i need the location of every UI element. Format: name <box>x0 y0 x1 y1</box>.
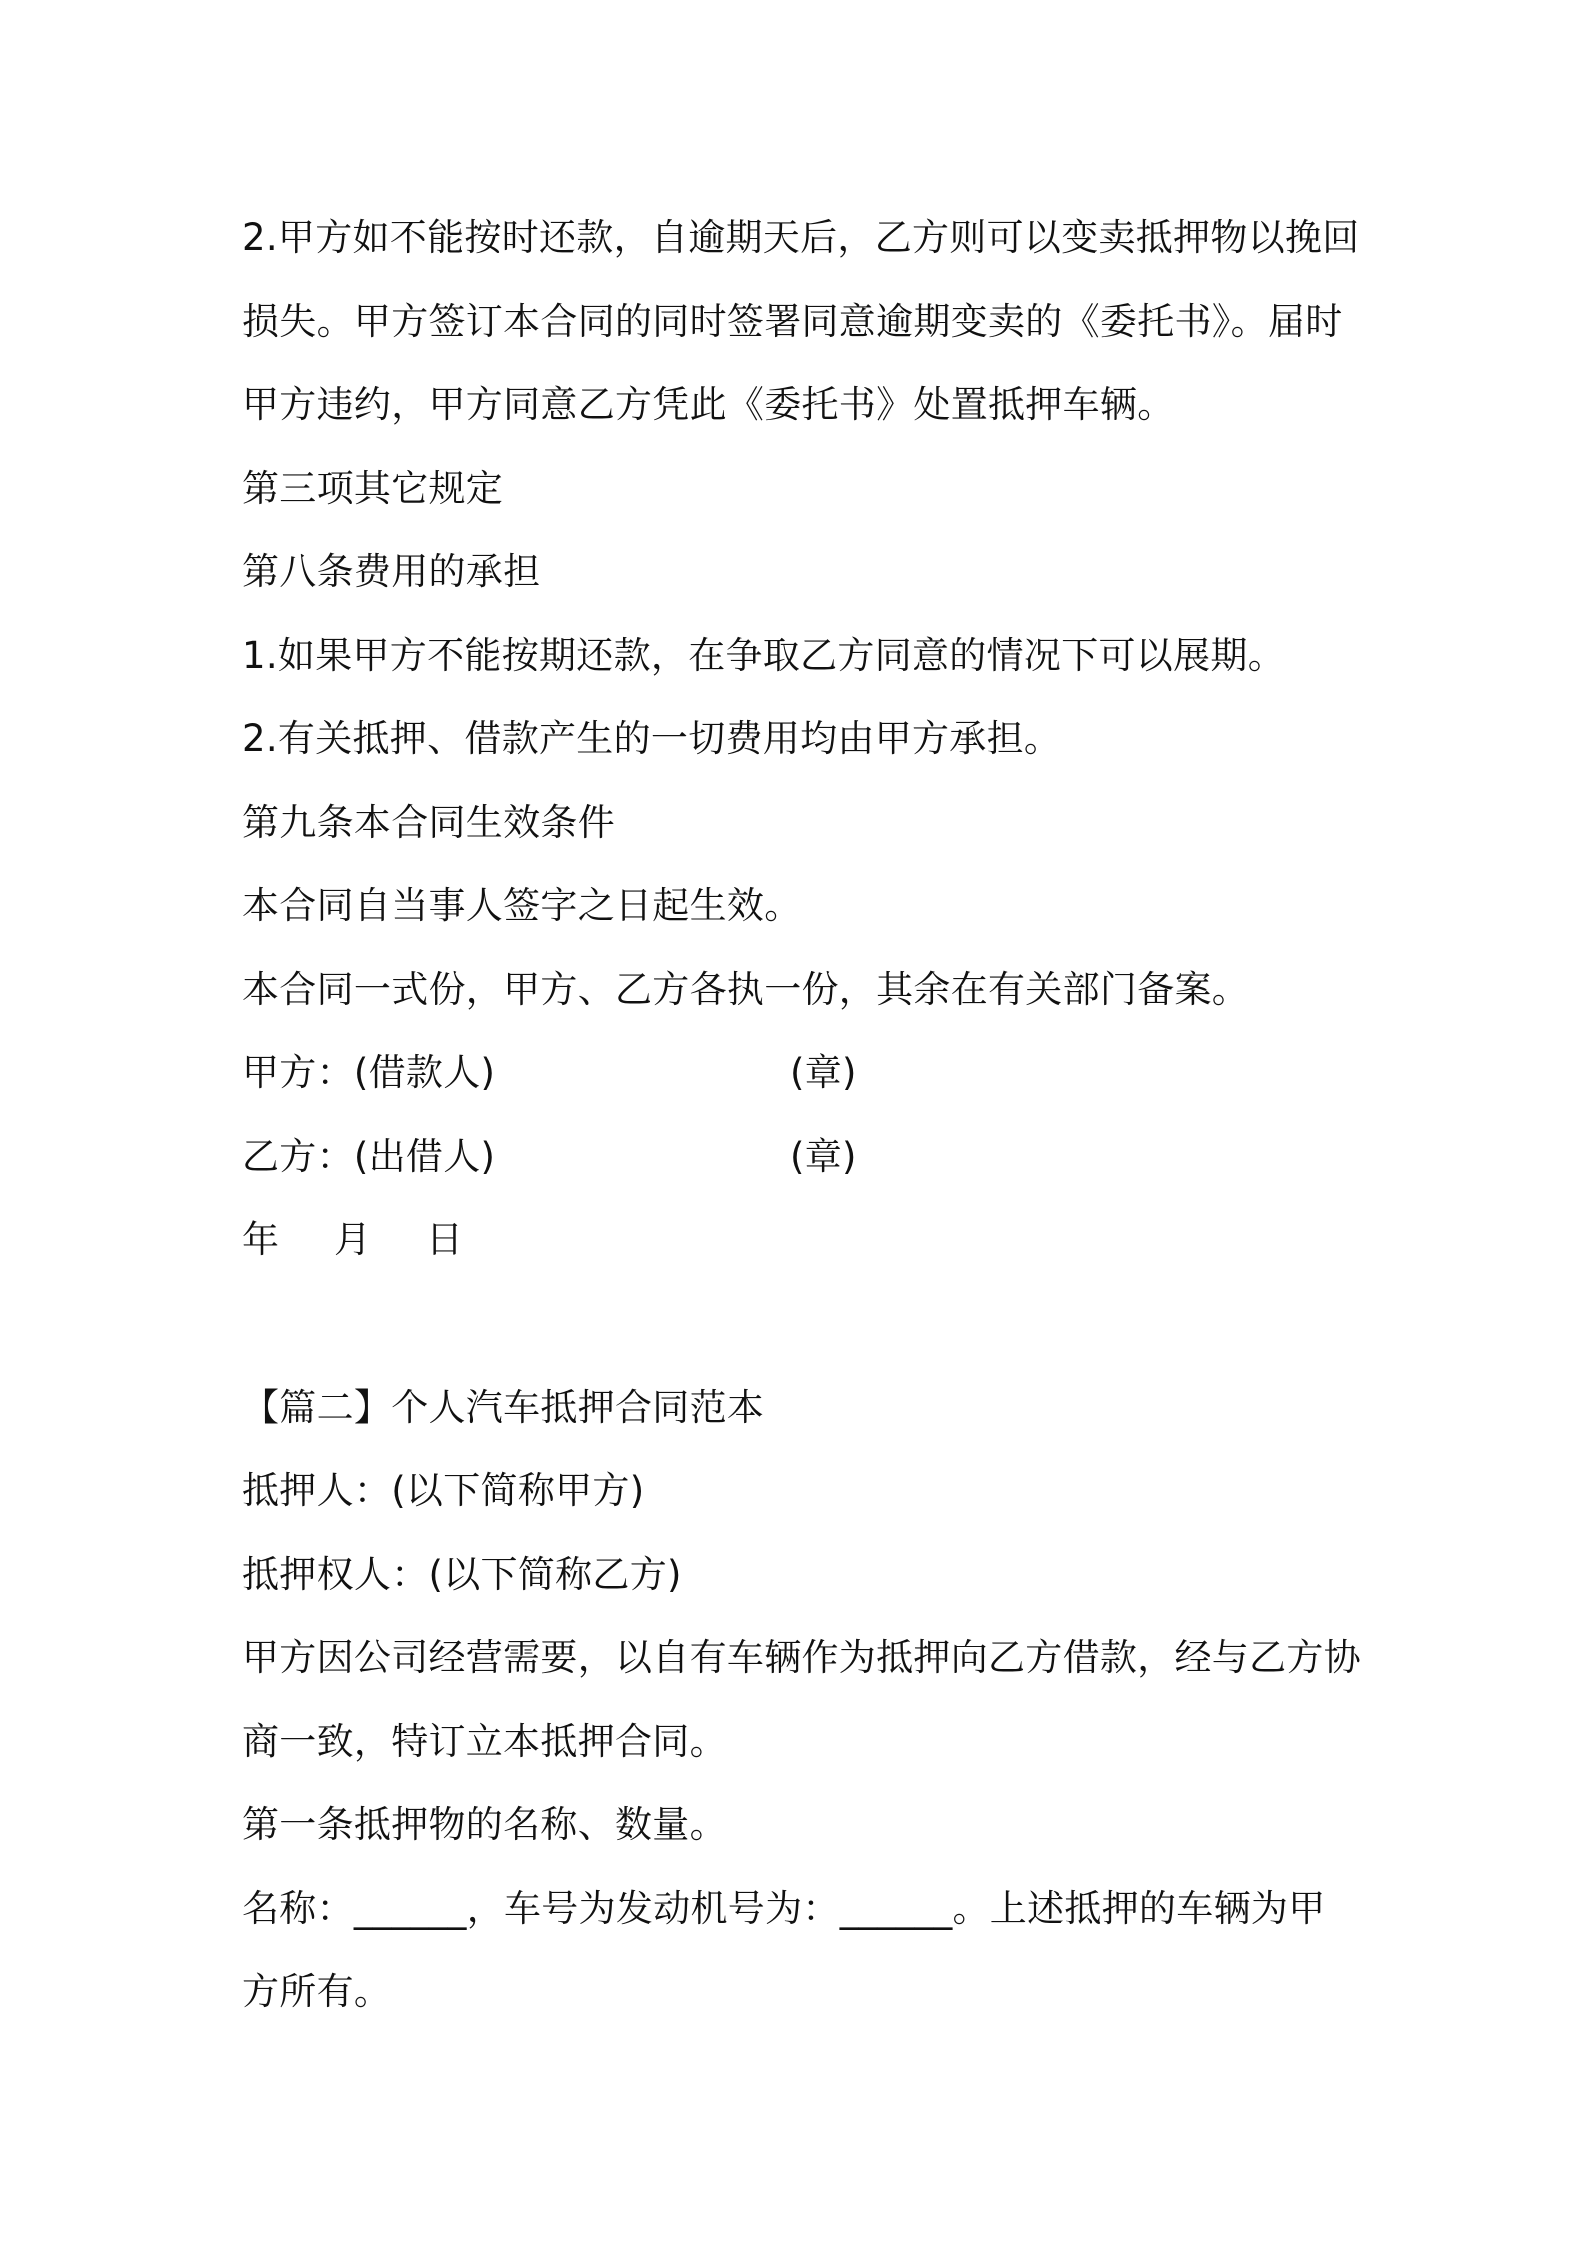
mortgagee-line: 抵押权人：(以下简称乙方) <box>242 1552 682 1596</box>
date-month: 月 <box>334 1218 372 1261</box>
heading-article-eight: 第八条费用的承担 <box>242 550 541 593</box>
section-two-title: 【篇二】个人汽车抵押合同范本 <box>242 1385 765 1429</box>
mortgagor-line: 抵押人：(以下简称甲方) <box>242 1469 645 1512</box>
article-one-line-2: 方所有。 <box>242 1970 392 2013</box>
copies-text: 本合同一式份，甲方、乙方各执一份，其余在有关部门备案。 <box>242 967 1250 1011</box>
party-a-label: 甲方：(借款人) <box>242 1051 496 1094</box>
intro-line-1: 甲方因公司经营需要，以自有车辆作为抵押向乙方借款，经与乙方协 <box>242 1636 1361 1679</box>
paragraph-repayment-line-2: 损失。甲方签订本合同的同时签署同意逾期变卖的《委托书》。届时 <box>242 299 1343 343</box>
paragraph-repayment-line-3: 甲方违约，甲方同意乙方凭此《委托书》处置抵押车辆。 <box>242 383 1175 426</box>
party-b-signature-row <box>242 1115 1362 1199</box>
paragraph-repayment-line-1: 2.甲方如不能按时还款，自逾期天后，乙方则可以变卖抵押物以挽回 <box>242 216 1360 259</box>
article-one-heading: 第一条抵押物的名称、数量。 <box>242 1803 727 1846</box>
party-a-seal: (章) <box>790 1051 857 1094</box>
heading-article-nine: 第九条本合同生效条件 <box>242 800 615 844</box>
heading-part-three: 第三项其它规定 <box>242 466 504 510</box>
section-gap <box>242 1282 1362 1366</box>
article-eight-item-2: 2.有关抵押、借款产生的一切费用均由甲方承担。 <box>242 717 1062 760</box>
document-body <box>242 196 1362 2034</box>
date-day: 日 <box>426 1218 464 1261</box>
party-a-signature-row <box>242 1031 1362 1115</box>
article-one-line-1: 名称：______，车号为发动机号为：______。上述抵押的车辆为甲 <box>242 1886 1326 1930</box>
signature-date-row <box>242 1198 1362 1282</box>
party-b-label: 乙方：(出借人) <box>242 1134 496 1178</box>
party-b-seal: (章) <box>790 1134 857 1178</box>
intro-line-2: 商一致，特订立本抵押合同。 <box>242 1719 727 1763</box>
article-eight-item-1: 1.如果甲方不能按期还款，在争取乙方同意的情况下可以展期。 <box>242 633 1285 677</box>
article-nine-text: 本合同自当事人签字之日起生效。 <box>242 884 802 927</box>
date-year: 年 <box>242 1218 280 1261</box>
